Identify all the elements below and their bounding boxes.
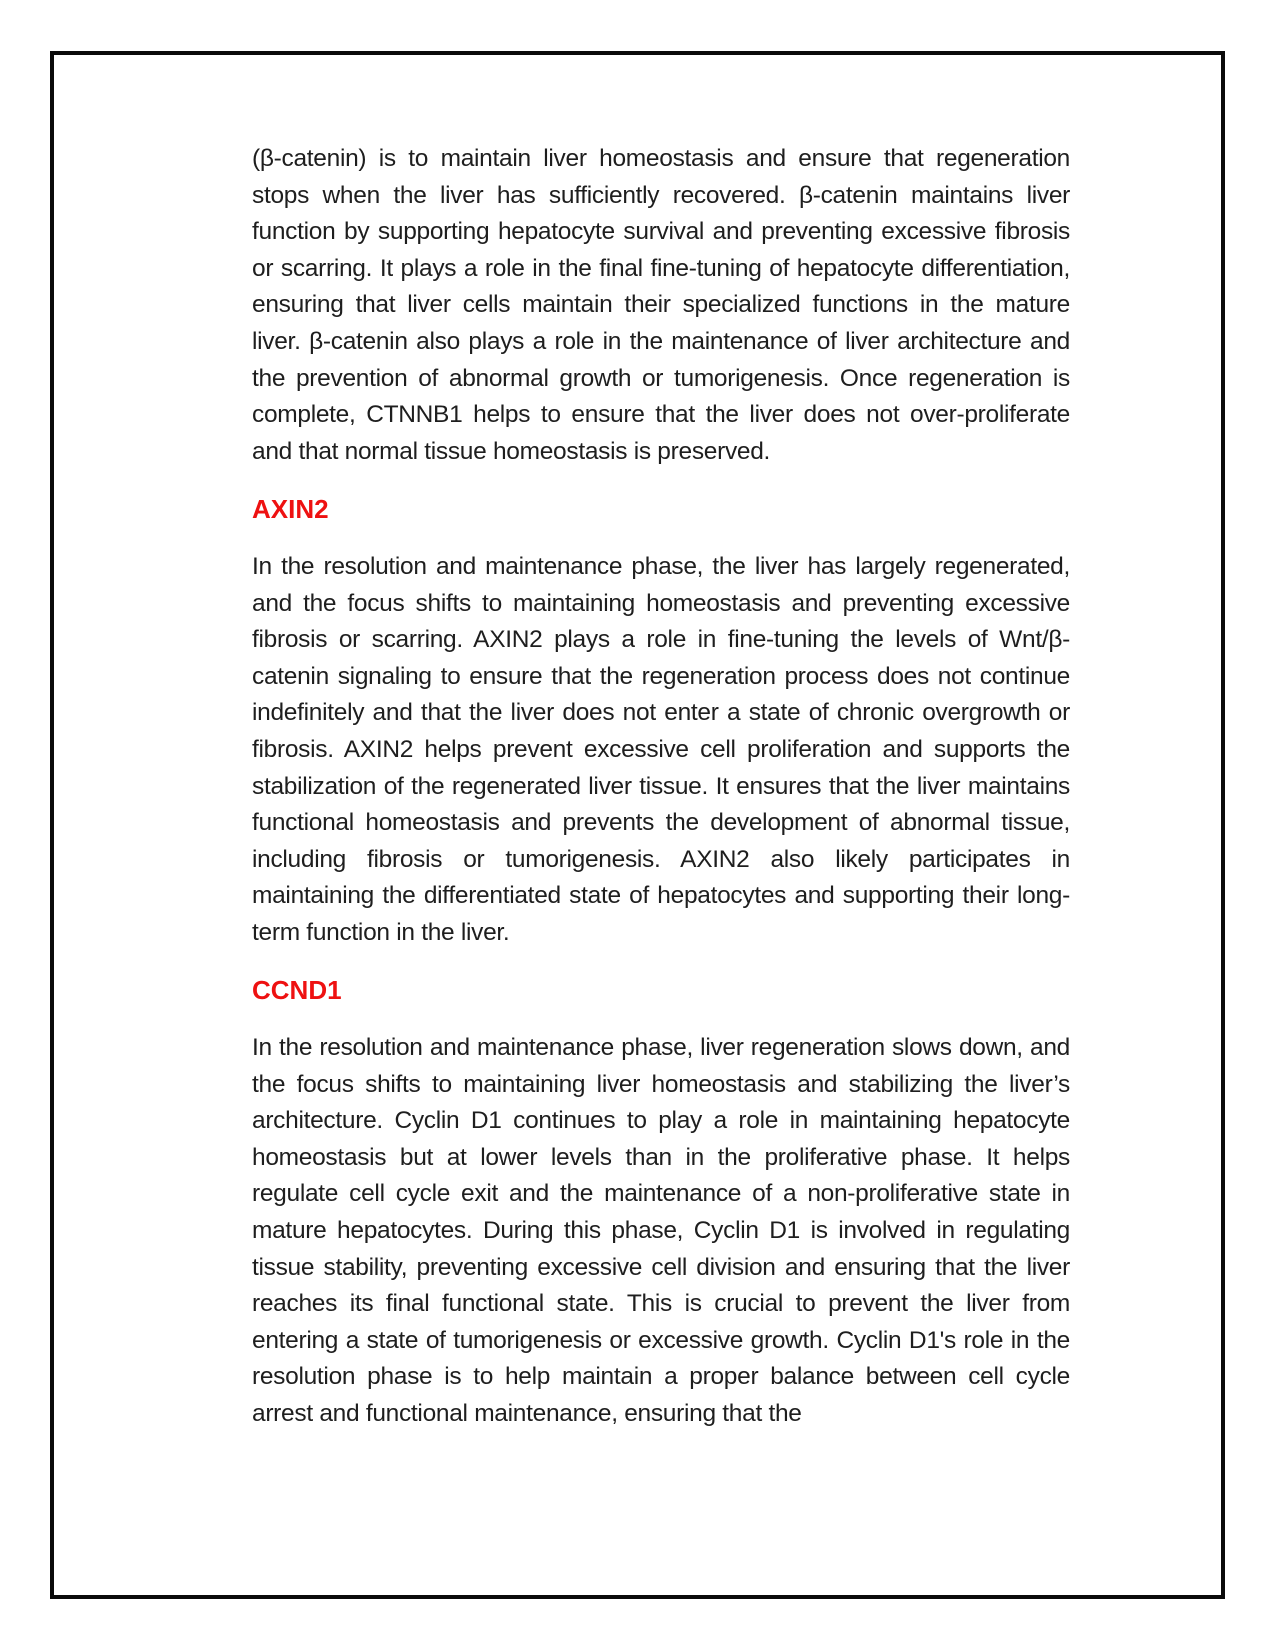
heading-ccnd1: CCND1 <box>252 975 342 1006</box>
heading-axin2: AXIN2 <box>252 494 329 525</box>
paragraph-ctnnb1: (β-catenin) is to maintain liver homeostasis and ensure that regeneration stops when the liver has sufficiently recovered. β-catenin maintains liver function by supporting hepatocyte survival and preventing excessive fibrosis or scarring. It plays a role in the final fine-tuning of hepatocyte differentiation, ensuring that liver cells maintain their specialized functions in the mature liver. β-catenin also plays a role in the maintenance of liver architecture and the prevention of abnormal growth or tumorigenesis. Once regeneration is complete, CTNNB1 helps to ensure that the liver does not over-proliferate and that normal tissue homeostasis is preserved. <box>252 145 1070 465</box>
paragraph-axin2: In the resolution and maintenance phase, the liver has largely regenerated, and the focus shifts to maintaining homeostasis and preventing excessive fibrosis or scarring. AXIN2 plays a role in fine-tuning the levels of Wnt/β-catenin signaling to ensure that the regeneration process does not continue indefinitely and that the liver does not enter a state of chronic overgrowth or fibrosis. AXIN2 helps prevent excessive cell proliferation and supports the stabilization of the regenerated liver tissue. It ensures that the liver maintains functional homeostasis and prevents the development of abnormal tissue, including fibrosis or tumorigenesis. AXIN2 also likely participates in maintaining the differentiated state of hepatocytes and supporting their long-term function in the liver. <box>252 552 1070 946</box>
paragraph-ccnd1: In the resolution and maintenance phase, liver regeneration slows down, and the focus shifts to maintaining liver homeostasis and stabilizing the liver’s architecture. Cyclin D1 continues to play a role in maintaining hepatocyte homeostasis but at lower levels than in the proliferative phase. It helps regulate cell cycle exit and the maintenance of a non-proliferative state in mature hepatocytes. During this phase, Cyclin D1 is involved in regulating tissue stability, preventing excessive cell division and ensuring that the liver reaches its final functional state. This is crucial to prevent the liver from entering a state of tumorigenesis or excessive growth. Cyclin D1's role in the resolution phase is to help maintain a proper balance between cell cycle arrest and functional maintenance, ensuring that the <box>252 1034 1070 1427</box>
document-content <box>252 141 1070 1454</box>
